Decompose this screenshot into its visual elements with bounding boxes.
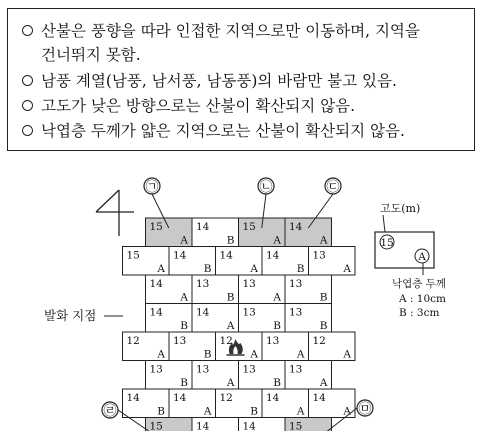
cell-leaf: A [180, 291, 188, 304]
map-cell [309, 389, 356, 418]
fire-point-label: 발화 지점 [44, 308, 97, 323]
map-cell [146, 218, 193, 247]
callout-label: ㉠ [145, 180, 159, 195]
cell-altitude: 13 [242, 306, 256, 319]
cell-altitude: 15 [126, 249, 140, 262]
condition-text: 산불은 풍향을 따라 인접한 지역으로만 이동하며, 지역을 [41, 22, 420, 40]
cell-altitude: 13 [196, 278, 210, 290]
map-cell [309, 332, 356, 361]
legend-leaf-example: A [418, 251, 426, 263]
cell-altitude: 13 [173, 335, 187, 347]
cell-altitude: 14 [266, 392, 280, 404]
map-cell [216, 389, 263, 418]
cell-leaf: A [343, 263, 351, 275]
cell-altitude: 13 [289, 363, 303, 376]
map-cell [192, 418, 239, 431]
cell-leaf: A [226, 320, 235, 332]
cell-altitude: 14 [242, 420, 256, 431]
map-cell [285, 418, 332, 431]
map-cell [169, 332, 216, 361]
map-cell [285, 218, 332, 247]
cell-leaf: A [319, 377, 328, 389]
cell-altitude: 14 [196, 221, 210, 233]
callout-label: ㉢ [326, 180, 340, 195]
cell-altitude: 14 [312, 392, 326, 404]
cell-altitude: 14 [196, 306, 210, 319]
condition-text: 남풍 계열(남풍, 남서풍, 남동풍)의 바람만 불고 있음. [41, 72, 397, 90]
legend [375, 202, 446, 319]
cell-leaf: A [203, 405, 212, 418]
cell-altitude: 14 [219, 249, 233, 262]
cell-altitude: 13 [289, 278, 303, 290]
cell-leaf: B [226, 291, 235, 304]
cell-leaf: B [226, 234, 235, 247]
cell-altitude: 14 [196, 420, 210, 431]
cell-leaf: A [296, 348, 305, 361]
legend-altitude-example: 15 [380, 237, 394, 249]
cell-leaf: B [180, 320, 188, 332]
cell-altitude: 14 [289, 221, 303, 233]
map-cell [216, 247, 263, 276]
cell-leaf: A [319, 234, 328, 247]
map-cell [285, 275, 332, 304]
map-cell [239, 418, 286, 431]
map-cell [285, 304, 332, 333]
cell-leaf: B [250, 405, 258, 418]
condition-text: 고도가 낮은 방향으로는 산불이 확산되지 않음. [41, 97, 356, 115]
map-cell [146, 304, 193, 333]
cell-leaf: B [273, 320, 281, 332]
map-cell [192, 218, 239, 247]
legend-leaf-value-a: A : 10cm [399, 293, 446, 305]
legend-altitude-leader [383, 215, 385, 232]
cell-altitude: 14 [173, 249, 187, 262]
cell-altitude: 13 [266, 335, 280, 347]
cell-altitude: 14 [126, 392, 140, 404]
map-cell [262, 247, 309, 276]
map-cell [192, 304, 239, 333]
cell-altitude: 13 [242, 363, 256, 376]
legend-leaf-label: 낙엽층 두께 [392, 278, 447, 290]
cell-leaf: B [319, 291, 328, 304]
cell-altitude: 12 [219, 392, 233, 404]
cell-altitude: 14 [149, 278, 163, 290]
cell-altitude: 12 [126, 335, 140, 347]
legend-leaf-value-b: B : 3cm [399, 307, 440, 319]
map-cell [123, 247, 170, 276]
cell-altitude: 13 [242, 278, 256, 290]
map-cell [285, 361, 332, 390]
cell-leaf: B [273, 377, 281, 389]
map-cell [192, 361, 239, 390]
cell-leaf: B [203, 348, 212, 361]
cell-leaf: A [226, 377, 235, 389]
cell-altitude: 14 [266, 249, 280, 262]
north-arrow-icon [96, 190, 134, 236]
map-cell [169, 247, 216, 276]
map-cell [146, 361, 193, 390]
map-cell [239, 218, 286, 247]
cell-leaf: B [157, 405, 165, 418]
cell-leaf: B [319, 320, 328, 332]
legend-altitude-label: 고도(m) [380, 202, 421, 215]
cell-altitude: 13 [289, 306, 303, 319]
cell-altitude: 13 [196, 363, 210, 376]
cell-altitude: 12 [219, 335, 233, 347]
callout-label: ㉤ [358, 402, 372, 417]
cell-altitude: 15 [289, 420, 303, 431]
map-cell [192, 275, 239, 304]
cell-leaf: A [273, 234, 281, 247]
map-cell [123, 389, 170, 418]
cell-leaf: A [296, 405, 305, 418]
cell-altitude: 14 [149, 306, 163, 319]
map-cell [216, 332, 263, 361]
callout-label: ㉣ [103, 404, 117, 419]
map-cell [123, 332, 170, 361]
cell-leaf: A [157, 263, 165, 275]
cell-leaf: B [296, 263, 305, 275]
map-cell [262, 332, 309, 361]
map-grid [123, 218, 356, 431]
map-cell [239, 275, 286, 304]
condition-text: 낙엽층 두께가 얇은 지역으로는 산불이 확산되지 않음. [41, 122, 405, 140]
map-cell [146, 418, 193, 431]
cell-altitude: 12 [312, 335, 326, 347]
cell-leaf: A [157, 348, 165, 361]
cell-altitude: 13 [312, 249, 326, 262]
cell-leaf: A [250, 263, 258, 275]
cell-altitude: 15 [149, 420, 163, 431]
cell-leaf: A [343, 348, 351, 361]
map-cell [169, 389, 216, 418]
condition-text: 건너뛰지 못함. [41, 46, 141, 64]
cell-altitude: 15 [149, 221, 163, 233]
cell-altitude: 14 [173, 392, 187, 404]
map-cell [309, 247, 356, 276]
cell-altitude: 15 [242, 221, 256, 233]
callout-label: ㉡ [259, 180, 273, 195]
map-cell [146, 275, 193, 304]
cell-leaf: B [203, 263, 212, 275]
map-cell [239, 304, 286, 333]
map-cell [239, 361, 286, 390]
cell-leaf: A [250, 348, 258, 361]
cell-leaf: A [343, 405, 351, 418]
cell-leaf: B [180, 377, 188, 389]
cell-leaf: A [180, 234, 188, 247]
cell-altitude: 13 [149, 363, 163, 376]
cell-leaf: A [273, 291, 281, 304]
map-cell [262, 389, 309, 418]
